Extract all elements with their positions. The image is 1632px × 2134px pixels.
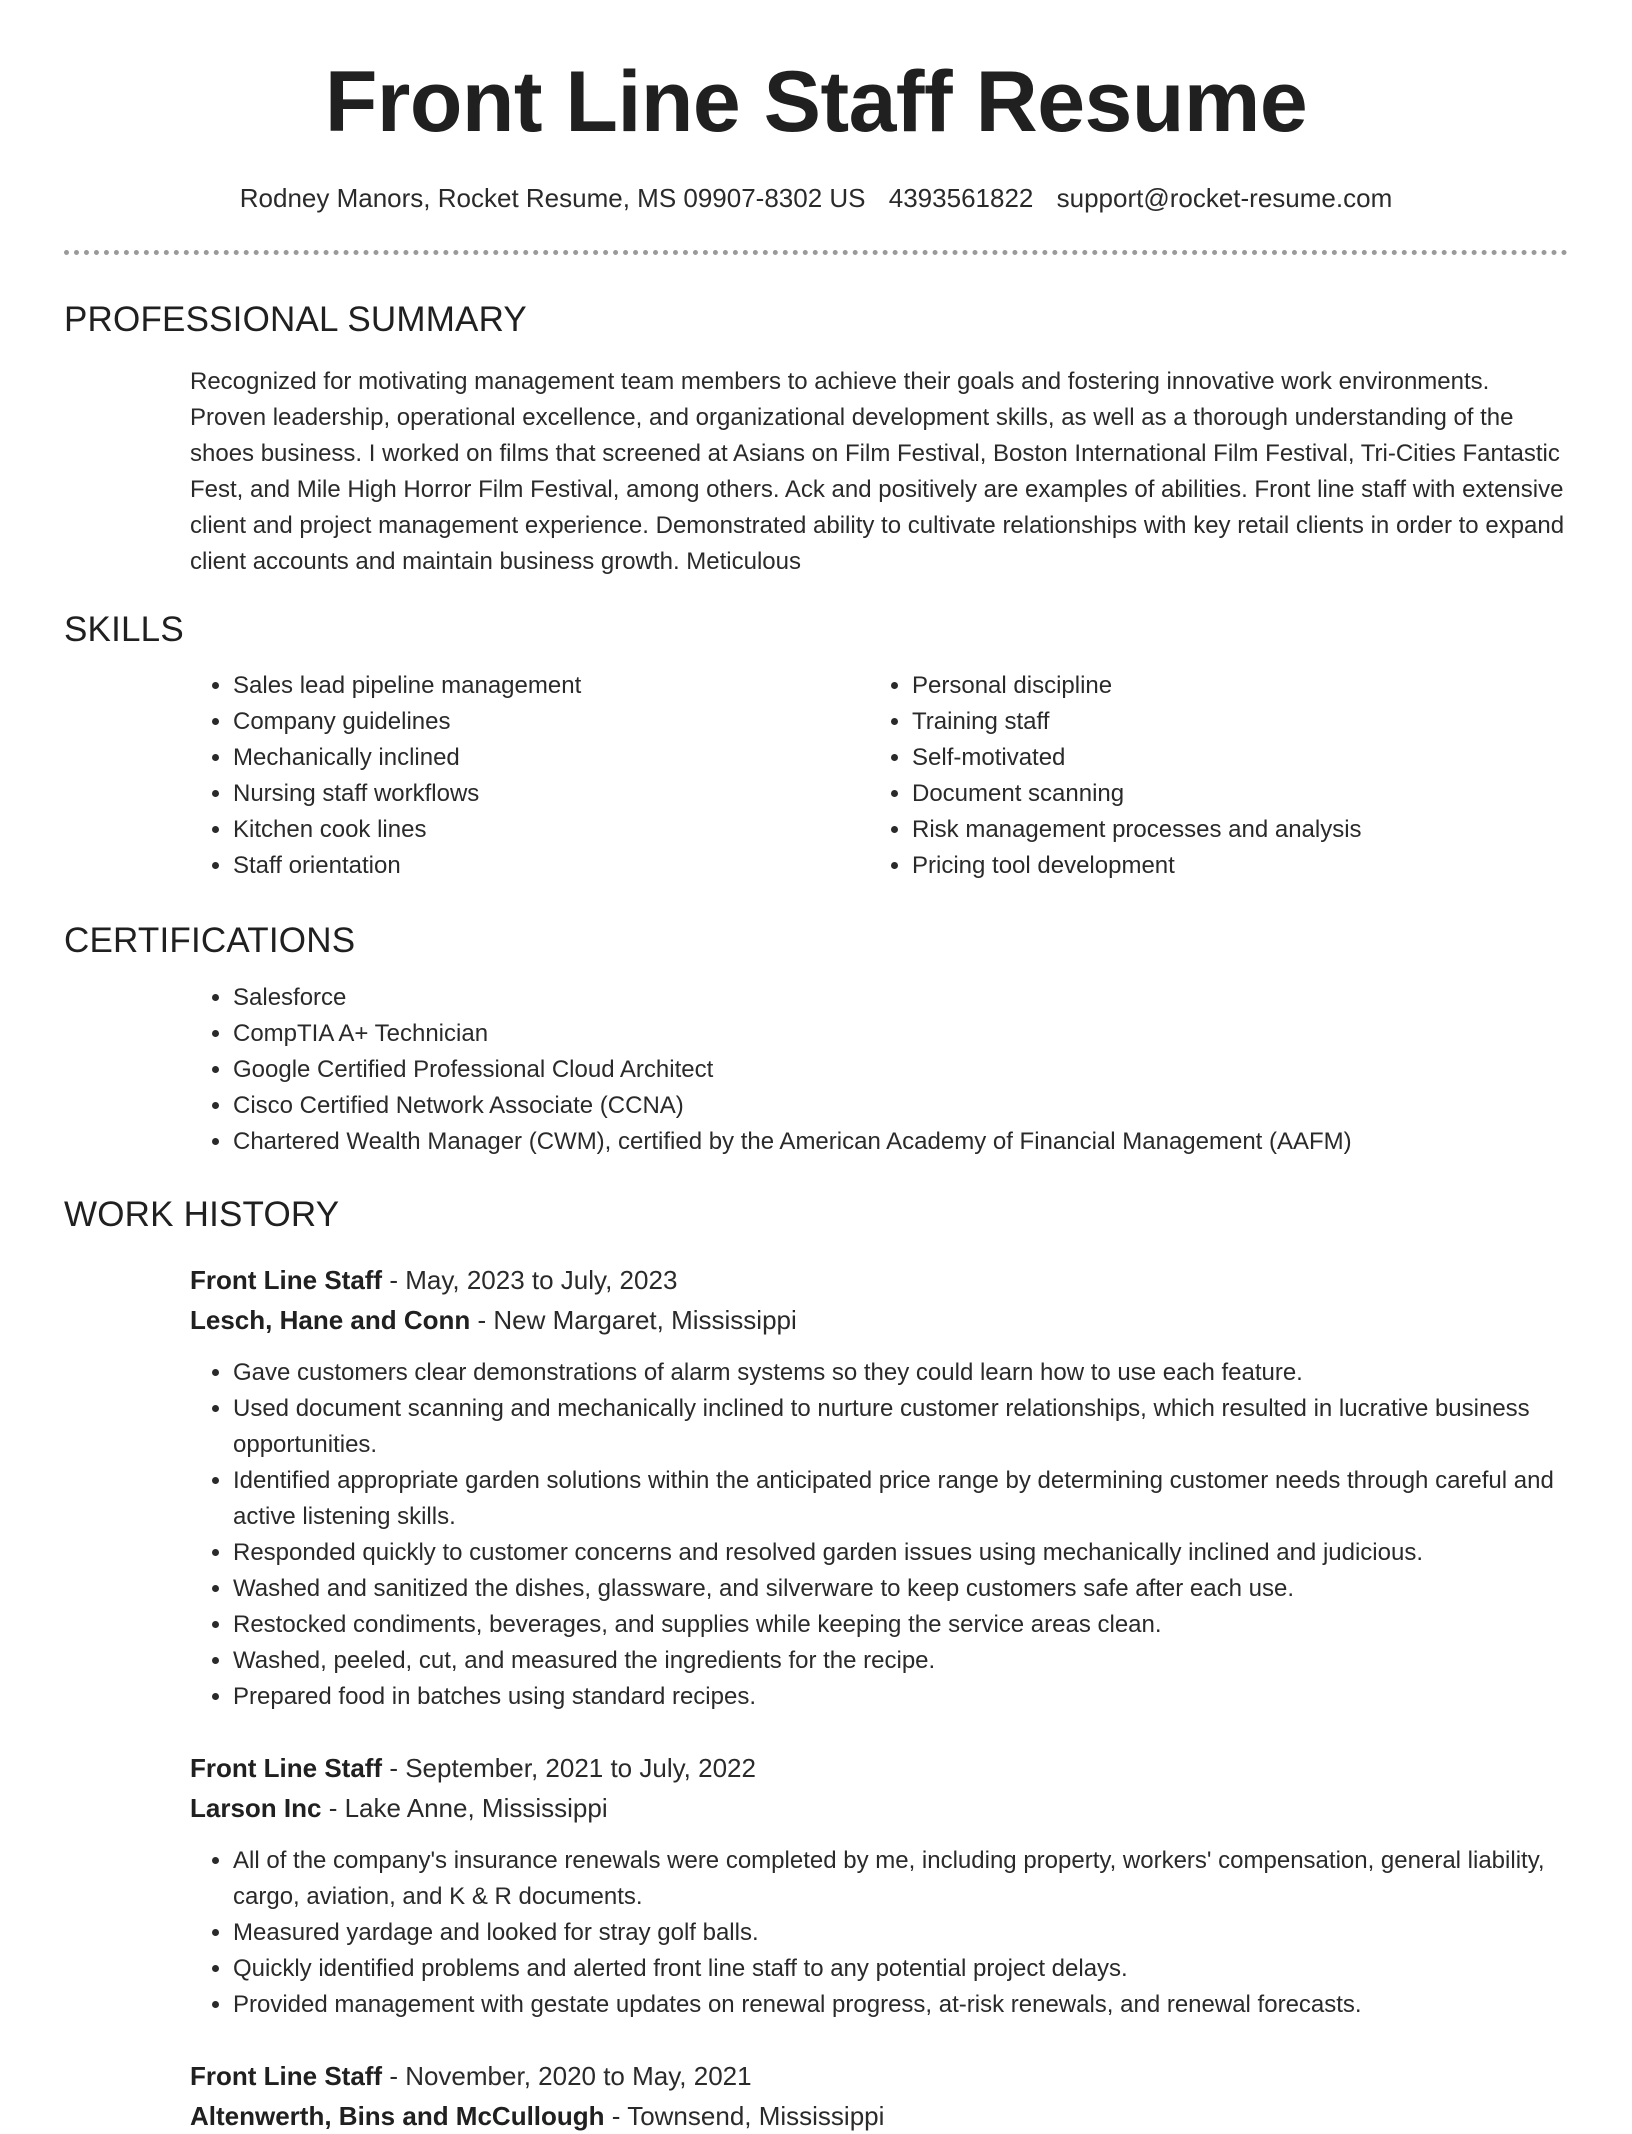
work-history-heading: WORK HISTORY [64, 1195, 340, 1234]
job-duty-item: • Restocked condiments, beverages, and supplies while keeping the service areas clean. [233, 1607, 1613, 1643]
job-title-line [190, 1750, 756, 1786]
skills-heading: SKILLS [64, 610, 184, 649]
job-title: Front Line Staff [190, 2061, 383, 2091]
job-location: - Lake Anne, Mississippi [321, 1793, 608, 1823]
job-duties-list [190, 1355, 1613, 1715]
skill-item: • Kitchen cook lines [233, 812, 853, 848]
skill-item: • Mechanically inclined [233, 740, 853, 776]
certifications-heading: CERTIFICATIONS [64, 921, 356, 960]
skill-item: • Nursing staff workflows [233, 776, 853, 812]
summary-heading: PROFESSIONAL SUMMARY [64, 300, 527, 339]
job-company: Larson Inc [190, 1793, 322, 1823]
certification-item: • CompTIA A+ Technician [233, 1016, 1613, 1052]
summary-text: Recognized for motivating management team members to achieve their goals and fostering innovative work environments. Proven leadership, operational excellence, and organizational development skills, as well as a thorough understanding of the shoes business. I worked on films that screened at Asians on Film Festival, Boston International Film Festival, Tri-Cities Fantastic Fest, and Mile High Horror Film Festival, among others. Ack and positively are examples of abilities. Front line staff with extensive client and project management experience. Demonstrated ability to cultivate relationships with key retail clients in order to expand client accounts and maintain business growth. Meticulous [190, 368, 1565, 575]
job-location: - New Margaret, Mississippi [470, 1305, 797, 1335]
job-duty-item: • Measured yardage and looked for stray golf balls. [233, 1915, 1613, 1951]
job-duty-item: • Washed and sanitized the dishes, glassware, and silverware to keep customers safe after each use. [233, 1571, 1613, 1607]
job-location: - Townsend, Mississippi [604, 2101, 885, 2131]
contact-email: support@rocket-resume.com [1056, 183, 1393, 213]
job-duty-item: • Gave customers clear demonstrations of alarm systems so they could learn how to use each feature. [233, 1355, 1613, 1391]
job-dates: - May, 2023 to July, 2023 [382, 1265, 678, 1295]
certification-item: • Google Certified Professional Cloud Architect [233, 1052, 1613, 1088]
certification-item: • Salesforce [233, 980, 1613, 1016]
job-company: Altenwerth, Bins and McCullough [190, 2101, 605, 2131]
header-divider [64, 250, 1568, 255]
skills-list-right [869, 668, 1612, 884]
job-duty-item: • All of the company's insurance renewals were completed by me, including property, workers' compensation, general liability, cargo, aviation, and K & R documents. [233, 1843, 1613, 1915]
skill-item: • Personal discipline [912, 668, 1612, 704]
contact-address: Rodney Manors, Rocket Resume, MS 09907-8302 US [239, 183, 866, 213]
job-title: Front Line Staff [190, 1753, 383, 1783]
job-title-line [190, 1262, 677, 1298]
certification-item: • Cisco Certified Network Associate (CCNA) [233, 1088, 1613, 1124]
job-duty-item: • Washed, peeled, cut, and measured the ingredients for the recipe. [233, 1643, 1613, 1679]
skill-item: • Risk management processes and analysis [912, 812, 1612, 848]
skill-item: • Self-motivated [912, 740, 1612, 776]
skill-item: • Staff orientation [233, 848, 853, 884]
job-duty-item: • Provided management with gestate updates on renewal progress, at-risk renewals, and renewal forecasts. [233, 1987, 1613, 2023]
certification-item: • Chartered Wealth Manager (CWM), certified by the American Academy of Financial Management (AAFM) [233, 1124, 1613, 1160]
skill-item: • Company guidelines [233, 704, 853, 740]
job-duty-item: • Quickly identified problems and alerted front line staff to any potential project delays. [233, 1951, 1613, 1987]
contact-line [0, 180, 1632, 216]
skill-item: • Training staff [912, 704, 1612, 740]
job-duty-item: • Used document scanning and mechanically inclined to nurture customer relationships, which resulted in lucrative business opportunities. [233, 1391, 1613, 1463]
job-duty-item: • Identified appropriate garden solutions within the anticipated price range by determining customer needs through careful and active listening skills. [233, 1463, 1613, 1535]
job-duty-item: • Prepared food in batches using standard recipes. [233, 1679, 1613, 1715]
skills-list-left [190, 668, 853, 884]
job-company-line [190, 1302, 797, 1338]
job-company-line [190, 1790, 608, 1826]
resume-title: Front Line Staff Resume [324, 54, 1308, 150]
job-dates: - September, 2021 to July, 2022 [382, 1753, 756, 1783]
skill-item: • Pricing tool development [912, 848, 1612, 884]
certifications-list [190, 980, 1613, 1160]
contact-phone: 4393561822 [888, 183, 1034, 213]
job-duties-list [190, 1843, 1613, 2023]
job-title: Front Line Staff [190, 1265, 383, 1295]
job-company-line [190, 2098, 884, 2134]
job-dates: - November, 2020 to May, 2021 [382, 2061, 752, 2091]
job-duty-item: • Responded quickly to customer concerns and resolved garden issues using mechanically inclined and judicious. [233, 1535, 1613, 1571]
job-title-line [190, 2058, 752, 2094]
skill-item: • Document scanning [912, 776, 1612, 812]
skill-item: • Sales lead pipeline management [233, 668, 853, 704]
job-company: Lesch, Hane and Conn [190, 1305, 471, 1335]
